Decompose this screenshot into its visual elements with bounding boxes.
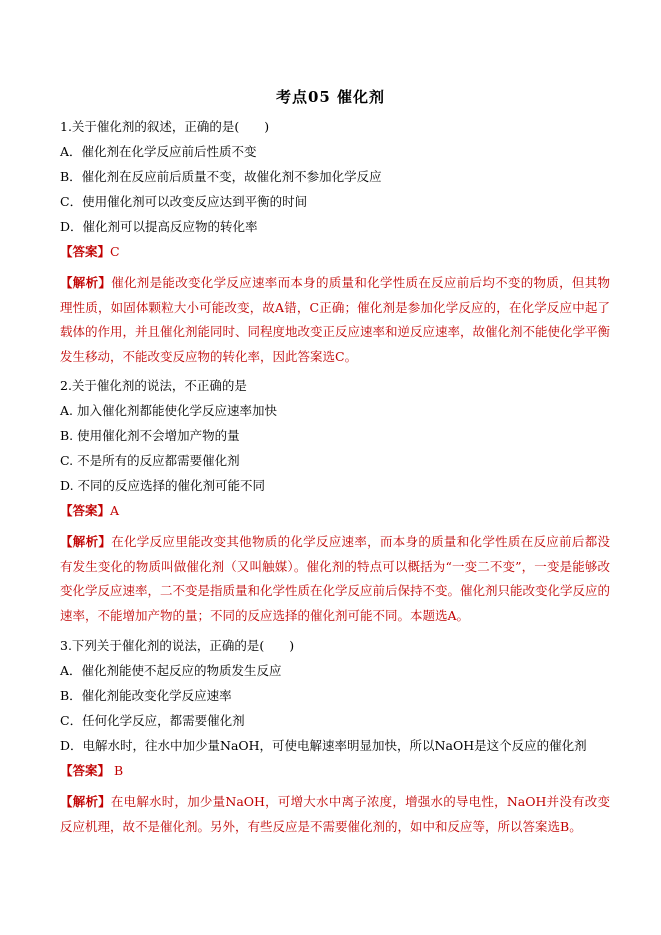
option-c: C．任何化学反应，都需要催化剂 — [60, 713, 245, 728]
answer-value: B — [110, 763, 124, 778]
analysis-body: 在电解水时，加少量NaOH，可增大水中离子浓度，增强水的导电性，NaOH并没有改变反应机理，故不是催化剂。另外，有些反应是不需要催化剂的，如中和反应等，所以答案选B。 — [60, 794, 610, 834]
option-c: C. 不是所有的反应都需要催化剂 — [60, 453, 240, 468]
option-d: D．电解水时，往水中加少量NaOH，可使电解速率明显加快，所以NaOH是这个反应的催化剂 — [60, 738, 587, 753]
analysis-3 — [60, 790, 610, 839]
answer-tag: 【答案】 — [60, 244, 111, 259]
answer-tag: 【答案】 — [60, 763, 111, 778]
question-3 — [60, 638, 610, 788]
analysis-text — [60, 271, 610, 369]
question-stem: 1.关于催化剂的叙述，正确的是( ) — [60, 119, 270, 134]
question-stem: 2.关于催化剂的说法，不正确的是 — [60, 378, 247, 393]
page-title: 考点05 催化剂 — [275, 88, 386, 106]
answer-line — [60, 244, 610, 260]
option-d: D. 不同的反应选择的催化剂可能不同 — [60, 478, 266, 493]
answer-line — [60, 763, 610, 779]
option-a: A．催化剂在化学反应前后性质不变 — [60, 144, 257, 159]
question-1 — [60, 119, 610, 269]
analysis-1 — [60, 271, 610, 369]
analysis-text — [60, 790, 610, 839]
option-b: B．催化剂在反应前后质量不变，故催化剂不参加化学反应 — [60, 169, 382, 184]
analysis-tag: 【解析】 — [60, 794, 111, 809]
option-b: B. 使用催化剂不会增加产物的量 — [60, 428, 240, 443]
analysis-body: 在化学反应里能改变其他物质的化学反应速率，而本身的质量和化学性质在反应前后都没有发生变化的物质叫做催化剂（又叫触媒）。催化剂的特点可以概括为“一变二不变”，一变是能够改变化学反应速率，二不变是指质量和化学性质在化学反应前后保持不变。催化剂只能改变化学反应的速率，不能增加产物的量；不同的反应选择的催化剂可能不同。本题选A。 — [60, 534, 611, 623]
analysis-2 — [60, 530, 610, 628]
option-c: C．使用催化剂可以改变反应达到平衡的时间 — [60, 194, 308, 209]
analysis-tag: 【解析】 — [60, 275, 112, 290]
analysis-body: 催化剂是能改变化学反应速率而本身的质量和化学性质在反应前后均不变的物质，但其物理性质，如固体颗粒大小可能改变，故A错，C正确；催化剂是参加化学反应的，在化学反应中起了载体的作用，并且催化剂能同时、同程度地改变正反应速率和逆反应速率，故催化剂不能使化学平衡发生移动，不能改变反应物的转化率，因此答案选C。 — [60, 275, 611, 364]
question-stem: 3.下列关于催化剂的说法，正确的是( ) — [60, 638, 295, 653]
answer-value: A — [110, 503, 120, 518]
answer-tag: 【答案】 — [60, 503, 111, 518]
analysis-tag: 【解析】 — [60, 534, 112, 549]
answer-value: C — [110, 244, 120, 259]
question-2 — [60, 378, 610, 528]
answer-line — [60, 503, 610, 519]
option-d: D．催化剂可以提高反应物的转化率 — [60, 219, 258, 234]
option-a: A. 加入催化剂都能使化学反应速率加快 — [60, 403, 277, 418]
option-a: A．催化剂能使不起反应的物质发生反应 — [60, 663, 282, 678]
analysis-text — [60, 530, 610, 628]
option-b: B．催化剂能改变化学反应速率 — [60, 688, 232, 703]
